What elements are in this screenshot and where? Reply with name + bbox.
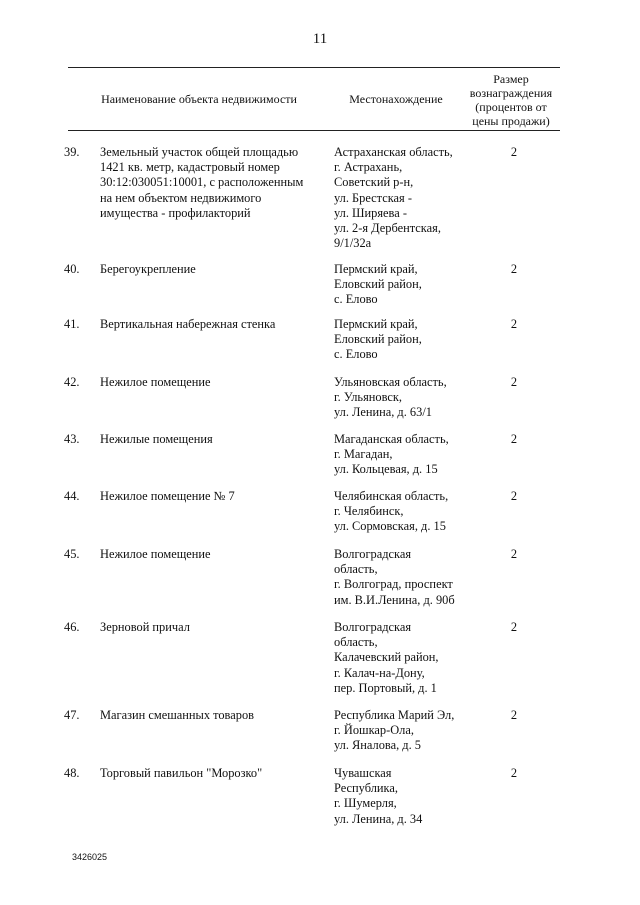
row-location: Ульяновская область, г. Ульяновск, ул. Ленина, д. 63/1 [334, 375, 447, 420]
row-location: Чувашская Республика, г. Шумерля, ул. Ленина, д. 34 [334, 766, 423, 826]
row-location: Пермский край, Еловский район, с. Елово [334, 262, 422, 307]
row-number: 44. [64, 489, 80, 503]
row-location: Челябинская область, г. Челябинск, ул. Сормовская, д. 15 [334, 489, 449, 534]
row-location: Астраханская область, г. Астрахань, Советский р-н, ул. Брестская - ул. Ширяева - ул. 2-я Дербентская, 9/1/32а [334, 145, 453, 251]
row-number: 45. [64, 547, 80, 561]
row-location: Волгоградская область, Калачевский район, г. Калач-на-Дону, пер. Портовый, д. 1 [334, 620, 439, 695]
row-location: Республика Марий Эл, г. Йошкар-Ола, ул. Яналова, д. 5 [334, 708, 455, 753]
table-header [68, 67, 560, 131]
row-reward: 2 [510, 708, 518, 722]
row-location: Магаданская область, г. Магадан, ул. Кольцевая, д. 15 [334, 432, 449, 477]
row-number: 47. [64, 708, 80, 722]
row-name: Нежилое помещение № 7 [100, 489, 235, 503]
row-name: Зерновой причал [100, 620, 190, 634]
row-number: 46. [64, 620, 80, 634]
header-reward: Размер вознаграждения (процентов от цены продажи) [469, 72, 553, 128]
row-number: 42. [64, 375, 80, 389]
row-number: 48. [64, 766, 80, 780]
row-number: 41. [64, 317, 80, 331]
row-reward: 2 [510, 375, 518, 389]
row-location: Волгоградская область, г. Волгоград, проспект им. В.И.Ленина, д. 90б [334, 547, 455, 607]
row-reward: 2 [510, 262, 518, 276]
row-number: 39. [64, 145, 80, 159]
row-name: Вертикальная набережная стенка [100, 317, 276, 331]
row-name: Нежилое помещение [100, 375, 211, 389]
document-code: 3426025 [72, 852, 108, 862]
row-reward: 2 [510, 145, 518, 159]
row-reward: 2 [510, 432, 518, 446]
header-location: Местонахождение [349, 92, 443, 106]
row-name: Торговый павильон "Морозко" [100, 766, 263, 780]
header-name: Наименование объекта недвижимости [101, 92, 297, 106]
row-name: Магазин смешанных товаров [100, 708, 254, 722]
row-reward: 2 [510, 489, 518, 503]
row-number: 43. [64, 432, 80, 446]
row-reward: 2 [510, 547, 518, 561]
row-location: Пермский край, Еловский район, с. Елово [334, 317, 422, 362]
row-reward: 2 [510, 317, 518, 331]
row-reward: 2 [510, 620, 518, 634]
row-reward: 2 [510, 766, 518, 780]
row-name: Нежилое помещение [100, 547, 211, 561]
row-name: Нежилые помещения [100, 432, 213, 446]
row-name: Берегоукрепление [100, 262, 196, 276]
page-number: 11 [312, 31, 328, 47]
row-number: 40. [64, 262, 80, 276]
row-name: Земельный участок общей площадью 1421 кв. метр, кадастровый номер 30:12:030051:10001, с расположенным на нем объектом недвижимого имущества - профилакторий [100, 145, 304, 220]
